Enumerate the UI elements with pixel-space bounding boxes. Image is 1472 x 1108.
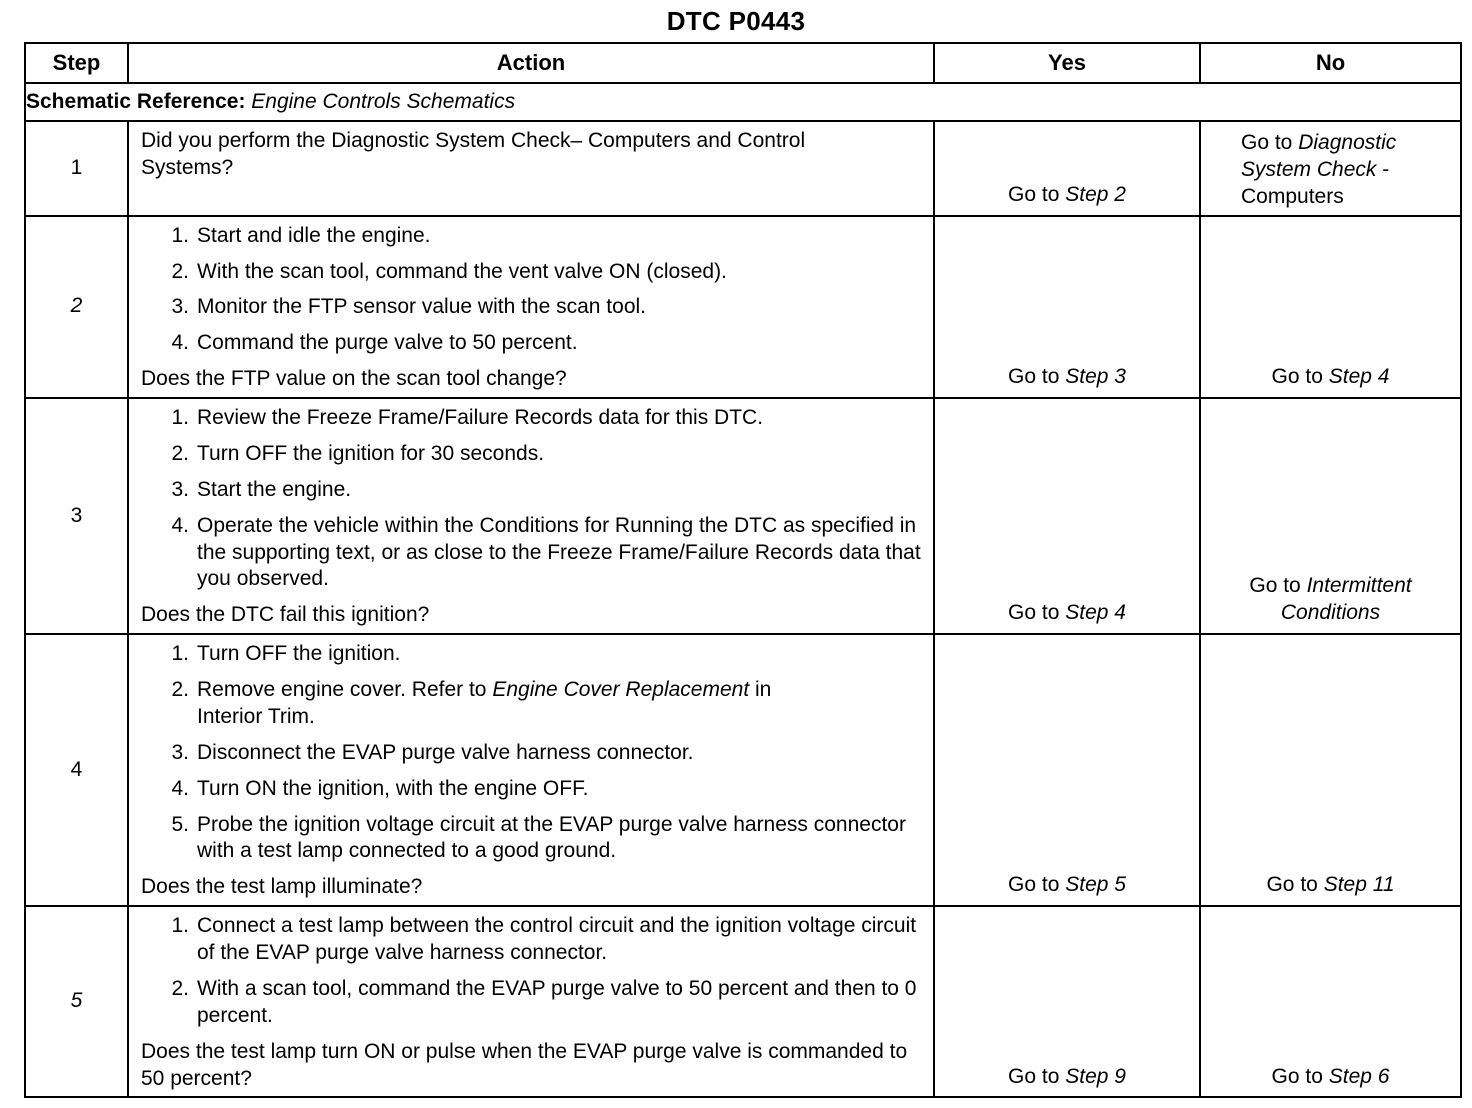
question: Does the FTP value on the scan tool change?	[141, 367, 567, 391]
action-cell	[128, 398, 934, 634]
yes-link[interactable]: Step 5	[1065, 873, 1126, 897]
schematic-link[interactable]: Engine Controls Schematics	[251, 89, 516, 113]
no-cell	[1200, 121, 1461, 216]
page-title: DTC P0443	[666, 6, 806, 36]
no-link[interactable]: System Check	[1241, 157, 1377, 181]
list-item: 4. Command the purge valve to 50 percent.	[171, 331, 578, 355]
action-cell	[128, 634, 934, 906]
header-row	[25, 43, 1461, 83]
header-yes: Yes	[934, 43, 1200, 83]
list-item: 3. Disconnect the EVAP purge valve harness connector.	[171, 740, 694, 764]
action-list	[141, 223, 923, 358]
header-action: Action	[128, 43, 934, 83]
list-item: 1. Turn OFF the ignition.	[171, 642, 401, 666]
list-item: 2. Turn OFF the ignition for 30 seconds.	[171, 441, 545, 465]
goto-text: Go to	[1241, 131, 1293, 154]
no-cell: Go to Step 6	[1200, 906, 1461, 1097]
yes-link[interactable]: Step 3	[1065, 365, 1126, 389]
table-row	[25, 216, 1461, 398]
action-list	[141, 641, 923, 865]
step-number: 2	[25, 216, 128, 398]
dtc-table	[24, 42, 1462, 1098]
separator: -	[1376, 157, 1390, 181]
list-item: 1. Start and idle the engine.	[171, 223, 431, 247]
step-number: 3	[25, 398, 128, 634]
list-item: 2. With the scan tool, command the vent valve ON (closed).	[171, 259, 727, 283]
step-number: 4	[25, 634, 128, 906]
list-item: 1. Connect a test lamp between the control circuit and the ignition voltage circuit of the EVAP purge valve harness connector.	[171, 914, 917, 964]
list-item: 4. Operate the vehicle within the Conditions for Running the DTC as specified in the supporting text, or as close to the Freeze Frame/Failure Records data that you observed.	[171, 513, 921, 591]
schematic-reference	[25, 83, 1461, 121]
yes-cell: Go to Step 3	[934, 216, 1200, 398]
no-link-suffix: Computers	[1241, 184, 1344, 208]
question: Does the DTC fail this ignition?	[141, 603, 430, 627]
list-item: 3. Start the engine.	[171, 477, 352, 501]
table-row	[25, 634, 1461, 906]
list-item: 2. With a scan tool, command the EVAP purge valve to 50 percent and then to 0 percent.	[171, 976, 917, 1027]
action-list	[141, 913, 923, 1030]
list-item: 3. Monitor the FTP sensor value with the scan tool.	[171, 295, 646, 319]
no-cell: Go to Intermittent Conditions	[1200, 398, 1461, 634]
table-row	[25, 121, 1461, 216]
header-no: No	[1200, 43, 1461, 83]
schematic-label: Schematic Reference:	[26, 89, 246, 113]
question: Did you perform the Diagnostic System Check– Computers and Control Systems?	[141, 129, 806, 179]
yes-cell: Go to Step 4	[934, 398, 1200, 634]
step-number: 5	[25, 906, 128, 1097]
schematic-reference-row	[25, 83, 1461, 121]
reference-link[interactable]: Engine Cover Replacement	[492, 678, 750, 701]
yes-link[interactable]: Step 2	[1065, 182, 1126, 206]
yes-cell: Go to Step 9	[934, 906, 1200, 1097]
no-link[interactable]: Step 4	[1328, 365, 1390, 389]
table-row	[25, 398, 1461, 634]
no-link[interactable]: Step 6	[1328, 1064, 1390, 1088]
question: Does the test lamp illuminate?	[141, 875, 423, 899]
no-cell: Go to Step 4	[1200, 216, 1461, 398]
action-list	[141, 405, 923, 593]
yes-link[interactable]: Step 9	[1065, 1064, 1126, 1088]
no-link[interactable]: Intermittent	[1306, 574, 1412, 598]
no-link[interactable]: Step 11	[1323, 873, 1395, 897]
no-link[interactable]: Diagnostic	[1298, 131, 1397, 154]
no-cell: Go to Step 11	[1200, 634, 1461, 906]
question: Does the test lamp turn ON or pulse when the EVAP purge valve is commanded to 50 percent?	[141, 1039, 908, 1090]
no-link[interactable]: Conditions	[1280, 601, 1381, 625]
action-cell	[128, 216, 934, 398]
goto-text: Go to	[1008, 182, 1060, 206]
yes-cell: Go to Step 5	[934, 634, 1200, 906]
step-number: 1	[25, 121, 128, 216]
list-item: 1. Review the Freeze Frame/Failure Records data for this DTC.	[171, 406, 764, 429]
list-item: 4. Turn ON the ignition, with the engine OFF.	[171, 776, 589, 800]
list-item: 2. Remove engine cover. Refer to Engine Cover Replacement in Interior Trim.	[171, 678, 772, 728]
action-cell	[128, 121, 934, 216]
yes-link[interactable]: Step 4	[1065, 601, 1126, 625]
yes-cell	[934, 121, 1200, 216]
header-step: Step	[25, 43, 128, 83]
table-row	[25, 906, 1461, 1097]
list-item: 5. Probe the ignition voltage circuit at the EVAP purge valve harness connector with a test lamp connected to a good ground.	[171, 812, 906, 863]
action-cell	[128, 906, 934, 1097]
